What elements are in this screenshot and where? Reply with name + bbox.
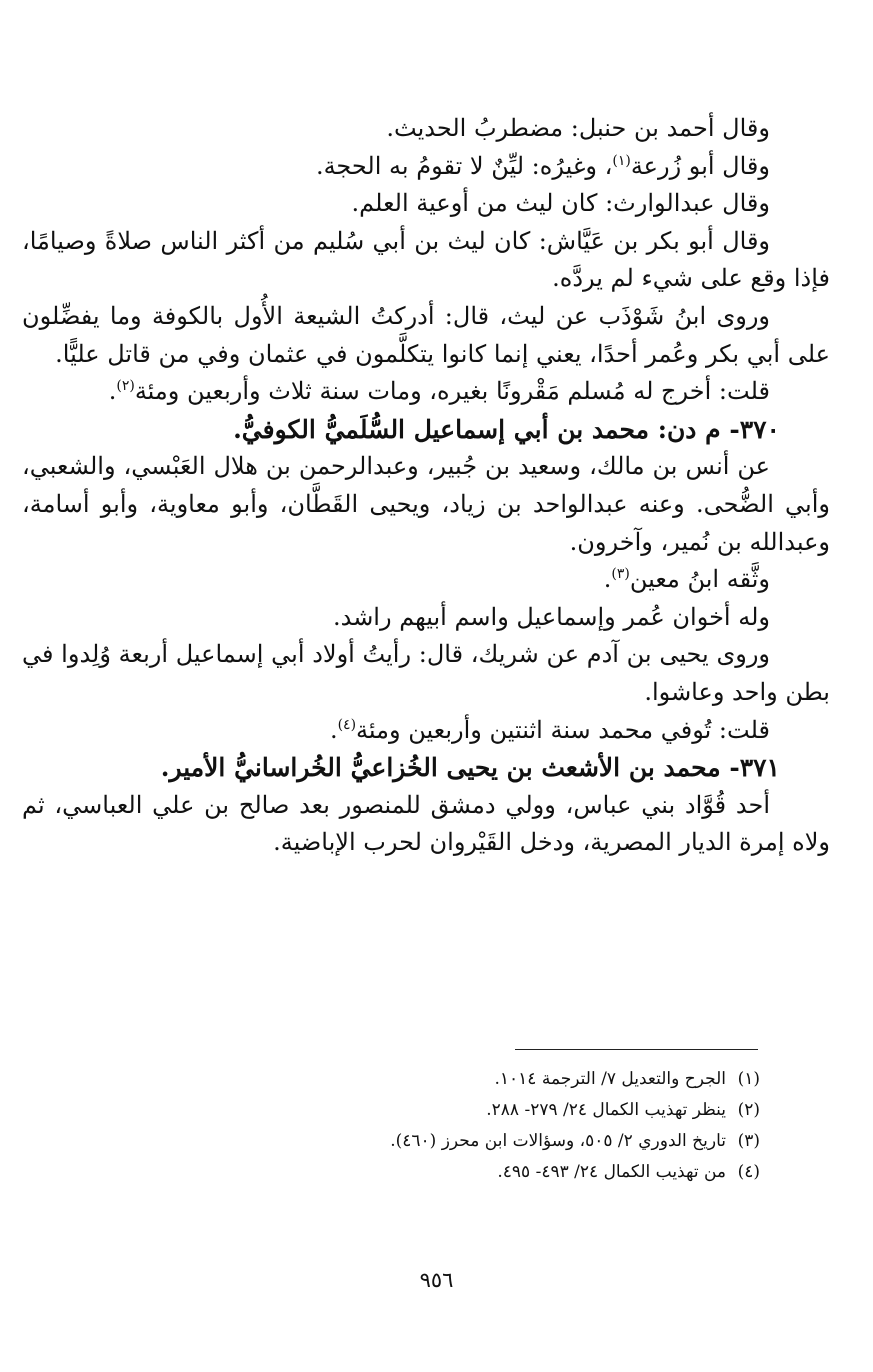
footnote-ref[interactable]: (١) — [612, 152, 631, 169]
footnote-divider — [515, 1049, 758, 1050]
paragraph: وقال أبو زُرعة$^{(١)}$، وغيرُه: ليِّنٌ لا تقومُ به الحجة. — [315, 151, 770, 180]
footnote-text: ينظر تهذيب الكمال ٢٤/ ٢٧٩- ٢٨٨. — [486, 1100, 726, 1120]
footnote-number: (١) — [737, 1069, 760, 1089]
footnote-number: (٢) — [737, 1100, 760, 1120]
paragraph: قلت: أخرج له مُسلم مَقْرونًا بغيره، ومات سنة ثلاث وأربعين ومئة$^{(٢)}$. — [108, 377, 770, 406]
footnote-ref[interactable]: (٢) — [116, 378, 135, 395]
paragraph: وقال أحمد بن حنبل: مضطربُ الحديث. — [386, 114, 770, 142]
footnote — [60, 1095, 760, 1126]
main-text — [22, 110, 830, 862]
paragraph: أحد قُوَّاد بني عباس، وولي دمشق للمنصور بعد صالح بن علي العباسي، ثم ولاه إمرة الديار المصرية، ودخل القَيْروان لحرب الإباضية. — [22, 790, 830, 857]
footnote-number: (٤) — [737, 1162, 760, 1182]
page-number: ٩٥٦ — [419, 1268, 454, 1292]
footnotes — [60, 1064, 760, 1188]
footnote-text: الجرح والتعديل ٧/ الترجمة ١٠١٤. — [494, 1069, 726, 1089]
footnote — [60, 1126, 760, 1157]
paragraph: عن أنس بن مالك، وسعيد بن جُبير، وعبدالرحمن بن هلال العَبْسي، والشعبي، وأبي الضُّحى. وعنه عبدالواحد بن زياد، ويحيى القَطَّان، وأبو معاوية، وأبو أسامة، وعبدالله بن نُمير، وآخرون. — [22, 452, 830, 556]
entry-heading: ٣٧٠- م دن: محمد بن أبي إسماعيل السُّلَميُّ الكوفيُّ. — [233, 414, 780, 444]
footnote-ref[interactable]: (٤) — [337, 716, 357, 733]
paragraph: قلت: تُوفي محمد سنة اثنتين وأربعين ومئة$^{(٤)}$. — [329, 715, 770, 744]
paragraph: وروى يحيى بن آدم عن شريك، قال: رأيتُ أولاد أبي إسماعيل أربعة وُلِدوا في بطن واحد وعاشوا. — [22, 640, 830, 706]
paragraph: وقال عبدالوارث: كان ليث من أوعية العلم. — [351, 189, 770, 218]
footnote-text: من تهذيب الكمال ٢٤/ ٤٩٣- ٤٩٥. — [497, 1162, 726, 1182]
paragraph: وقال أبو بكر بن عَيَّاش: كان ليث بن أبي سُليم من أكثر الناس صلاةً وصيامًا، فإذا وقع على شيء لم يردَّه. — [22, 226, 830, 293]
paragraph: وثَّقه ابنُ معين$^{(٣)}$. — [603, 565, 770, 594]
footnote — [60, 1157, 760, 1188]
footnote-ref[interactable]: (٣) — [611, 566, 630, 583]
entry-heading: ٣٧١- محمد بن الأشعث بن يحيى الخُزاعيُّ الخُراسانيُّ الأمير. — [160, 753, 780, 783]
paragraph: وروى ابنُ شَوْذَب عن ليث، قال: أدركتُ الشيعة الأُول بالكوفة وما يفضِّلون على أبي بكر وعُمر أحدًا، يعني إنما كانوا يتكلَّمون في عثمان وفي من قاتل عليًّا. — [22, 301, 830, 368]
footnote-number: (٣) — [737, 1131, 760, 1151]
paragraph: وله أخوان عُمر وإسماعيل واسم أبيهم راشد. — [332, 602, 770, 631]
footnote — [60, 1064, 760, 1095]
footnote-text: تاريخ الدوري ٢/ ٥٠٥، وسؤالات ابن محرز (٤٦٠). — [390, 1131, 726, 1151]
